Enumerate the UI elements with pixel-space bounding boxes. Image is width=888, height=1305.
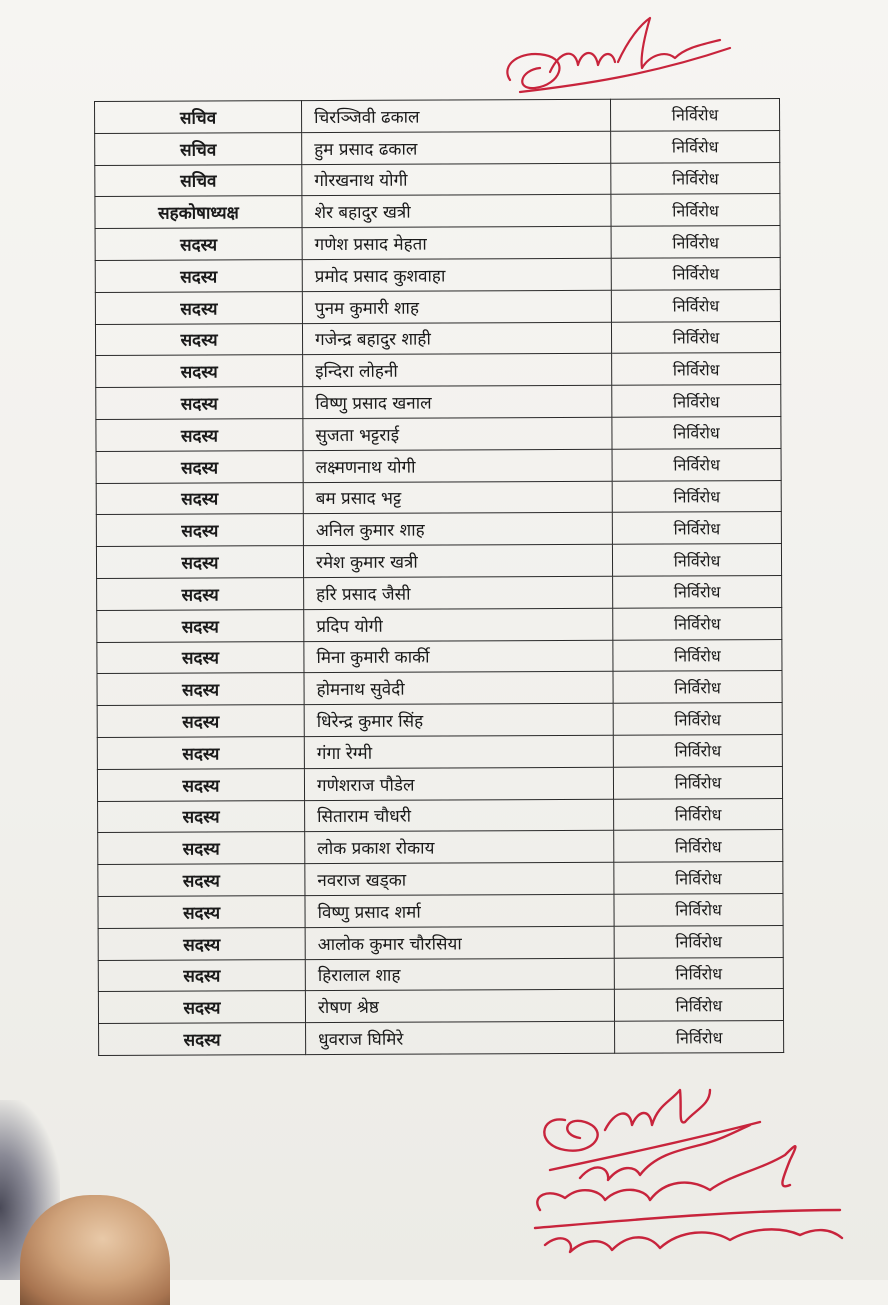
member-name-cell: हुम प्रसाद ढकाल [302, 131, 611, 164]
table-row [97, 671, 782, 706]
election-status-cell: निर्विरोध [613, 607, 782, 640]
election-status-cell: निर्विरोध [611, 130, 780, 163]
post-cell: सदस्य [96, 355, 303, 388]
table-row [97, 766, 782, 801]
post-cell: सदस्य [96, 514, 303, 547]
table-row [98, 830, 783, 865]
election-status-cell: निर्विरोध [614, 798, 783, 831]
member-name-cell: रोषण श्रेष्ठ [305, 990, 614, 1023]
election-status-cell: निर्विरोध [612, 448, 781, 481]
post-cell: सदस्य [96, 546, 303, 579]
election-status-cell: निर्विरोध [614, 989, 783, 1022]
member-name-cell: पुनम कुमारी शाह [302, 290, 611, 323]
election-status-cell: निर्विरोध [612, 385, 781, 418]
table-row [98, 893, 783, 928]
member-name-cell: विष्णु प्रसाद शर्मा [305, 894, 614, 927]
table-row [95, 321, 780, 356]
member-name-cell: बम प्रसाद भट्ट [303, 481, 612, 514]
member-name-cell: लोक प्रकाश रोकाय [305, 831, 614, 864]
post-cell: सदस्य [98, 832, 305, 865]
member-name-cell: सिताराम चौधरी [305, 799, 614, 832]
table-row [95, 162, 780, 197]
post-cell: सदस्य [97, 673, 304, 706]
member-name-cell: हिरालाल शाह [305, 958, 614, 991]
post-cell: सहकोषाध्यक्ष [95, 196, 302, 229]
table-row [96, 385, 781, 420]
table-row [97, 703, 782, 738]
post-cell: सदस्य [97, 705, 304, 738]
post-cell: सदस्य [96, 450, 303, 483]
post-cell: सचिव [95, 164, 302, 197]
election-status-cell: निर्विरोध [613, 766, 782, 799]
election-status-cell: निर्विरोध [611, 321, 780, 354]
member-name-cell: धिरेन्द्र कुमार सिंह [304, 703, 613, 736]
election-status-cell: निर्विरोध [610, 99, 779, 132]
election-status-cell: निर्विरोध [611, 226, 780, 259]
election-status-cell: निर्विरोध [613, 639, 782, 672]
table-row [96, 448, 781, 483]
member-name-cell: नवराज खड्का [305, 862, 614, 895]
election-status-cell: निर्विरोध [614, 830, 783, 863]
election-status-cell: निर्विरोध [612, 512, 781, 545]
post-cell: सदस्य [98, 800, 305, 833]
member-name-cell: गोरखनाथ योगी [302, 163, 611, 196]
post-cell: सदस्य [98, 991, 305, 1024]
member-name-cell: हरि प्रसाद जैसी [304, 576, 613, 609]
member-name-cell: रमेश कुमार खत्री [303, 544, 612, 577]
post-cell: सदस्य [97, 768, 304, 801]
table-row [98, 989, 783, 1024]
post-cell: सचिव [95, 101, 302, 134]
election-status-cell: निर्विरोध [613, 703, 782, 736]
table-row [95, 99, 780, 134]
election-status-cell: निर्विरोध [611, 289, 780, 322]
table-row [95, 130, 780, 165]
election-status-cell: निर्विरोध [614, 957, 783, 990]
table-row [96, 544, 781, 579]
post-cell: सदस्य [97, 641, 304, 674]
member-name-cell: गंगा रेग्मी [304, 735, 613, 768]
member-name-cell: इन्दिरा लोहनी [303, 354, 612, 387]
election-status-cell: निर्विरोध [614, 893, 783, 926]
election-status-cell: निर्विरोध [614, 925, 783, 958]
post-cell: सदस्य [96, 387, 303, 420]
table-row [95, 289, 780, 324]
post-cell: सचिव [95, 132, 302, 165]
election-status-cell: निर्विरोध [612, 544, 781, 577]
table-row [98, 957, 783, 992]
post-cell: सदस्य [98, 864, 305, 897]
election-status-cell: निर्विरोध [613, 575, 782, 608]
election-status-cell: निर्विरोध [612, 416, 781, 449]
post-cell: सदस्य [96, 482, 303, 515]
election-status-cell: निर्विरोध [611, 194, 780, 227]
member-name-cell: गणेश प्रसाद मेहता [302, 226, 611, 259]
table-row [97, 639, 782, 674]
table-row [96, 353, 781, 388]
member-name-cell: सुजता भट्टराई [303, 417, 612, 450]
election-status-cell: निर्विरोध [613, 734, 782, 767]
post-cell: सदस्य [97, 578, 304, 611]
member-name-cell: होमनाथ सुवेदी [304, 672, 613, 705]
table-row [97, 575, 782, 610]
election-status-cell: निर्विरोध [611, 162, 780, 195]
table-row [95, 194, 780, 229]
election-status-cell: निर्विरोध [612, 480, 781, 513]
post-cell: सदस्य [97, 609, 304, 642]
top-signature [500, 10, 740, 100]
post-cell: सदस्य [99, 1023, 306, 1056]
committee-roster-table [94, 98, 784, 1056]
post-cell: सदस्य [95, 291, 302, 324]
bottom-signature-stamp [520, 1060, 860, 1270]
post-cell: सदस्य [97, 737, 304, 770]
table-row [98, 862, 783, 897]
post-cell: सदस्य [96, 419, 303, 452]
roster-body [95, 99, 784, 1056]
member-name-cell: अनिल कुमार शाह [303, 513, 612, 546]
table-row [99, 1021, 784, 1056]
member-name-cell: लक्ष्मणनाथ योगी [303, 449, 612, 482]
member-name-cell: आलोक कुमार चौरसिया [305, 926, 614, 959]
member-name-cell: शेर बहादुर खत्री [302, 195, 611, 228]
member-name-cell: गणेशराज पौडेल [304, 767, 613, 800]
table-row [95, 226, 780, 261]
post-cell: सदस्य [98, 896, 305, 929]
post-cell: सदस्य [98, 959, 305, 992]
post-cell: सदस्य [95, 228, 302, 261]
member-name-cell: गजेन्द्र बहादुर शाही [302, 322, 611, 355]
member-name-cell: धुवराज घिमिरे [306, 1021, 615, 1054]
table-row [97, 734, 782, 769]
election-status-cell: निर्विरोध [612, 353, 781, 386]
election-status-cell: निर्विरोध [611, 257, 780, 290]
table-row [95, 257, 780, 292]
table-row [96, 512, 781, 547]
post-cell: सदस्य [95, 260, 302, 293]
election-status-cell: निर्विरोध [614, 862, 783, 895]
table-row [98, 798, 783, 833]
member-name-cell: प्रदिप योगी [304, 608, 613, 641]
table-row [97, 607, 782, 642]
member-name-cell: चिरञ्जिवी ढकाल [302, 99, 611, 132]
member-name-cell: प्रमोद प्रसाद कुशवाहा [302, 258, 611, 291]
election-status-cell: निर्विरोध [613, 671, 782, 704]
member-name-cell: विष्णु प्रसाद खनाल [303, 385, 612, 418]
table-row [98, 925, 783, 960]
table-row [96, 416, 781, 451]
table-row [96, 480, 781, 515]
member-name-cell: मिना कुमारी कार्की [304, 640, 613, 673]
election-status-cell: निर्विरोध [615, 1021, 784, 1054]
post-cell: सदस्य [98, 927, 305, 960]
post-cell: सदस्य [95, 323, 302, 356]
